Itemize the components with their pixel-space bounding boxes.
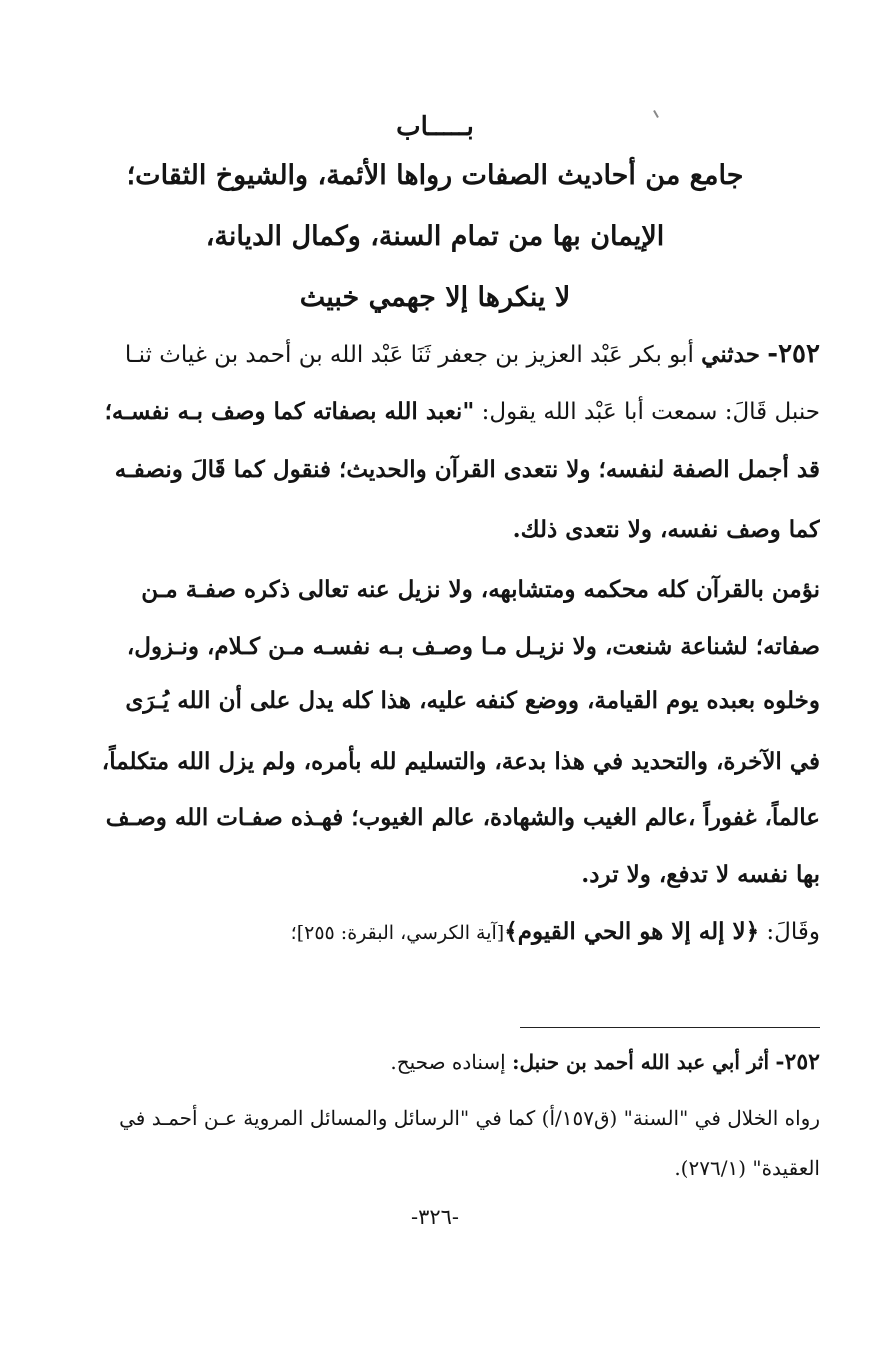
footnote-title: أثر أبي عبد الله أحمد بن حنبل: <box>512 1050 770 1074</box>
body-line: عالماً، غفوراً ،عالم الغيب والشهادة، عالم الغيوب؛ فهـذه صفـات الله وصـف <box>105 804 820 831</box>
quran-quote: ﴿لا إله إلا هو الحي القيوم﴾ <box>504 918 760 945</box>
chapter-title-line-2: الإيمان بها من تمام السنة، وكمال الديانة، <box>205 221 665 252</box>
chapter-title-line-1: جامع من أحاديث الصفات رواها الأئمة، والشيوخ الثقات؛ <box>126 160 744 191</box>
body-line: في الآخرة، والتحديد في هذا بدعة، والتسليم لله بأمره، ولم يزل الله متكلماً، <box>101 748 820 775</box>
chapter-title-line-3: لا ينكرها إلا جهمي خبيث <box>299 282 571 313</box>
body-line: نؤمن بالقرآن كله محكمه ومتشابهه، ولا نزيل عنه تعالى ذكره صفـة مـن <box>141 576 820 603</box>
footnote-line: العقيدة" (٢٧٦/١). <box>674 1156 820 1180</box>
footnote-number: ٢٥٢- <box>775 1049 820 1075</box>
body-line: كما وصف نفسه، ولا نتعدى ذلك. <box>512 516 820 543</box>
page-number: -٣٢٦- <box>410 1205 460 1229</box>
body-line <box>50 334 820 375</box>
footnote-separator <box>520 1027 820 1028</box>
body-line: صفاته؛ لشناعة شنعت، ولا نزيـل مـا وصـف بـه نفسـه مـن كـلام، ونـزول، <box>126 633 820 660</box>
body-line: قد أجمل الصفة لنفسه؛ ولا نتعدى القرآن والحديث؛ فنقول كما قَالَ ونصفـه <box>114 456 820 483</box>
footnote-line <box>50 1044 820 1080</box>
body-line: وخلوه بعبده يوم القيامة، ووضع كنفه عليه، هذا كله يدل على أن الله يُـرَى <box>125 687 820 714</box>
footnote-line: رواه الخلال في "السنة" (ق١٥٧/أ) كما في "الرسائل والمسائل المروية عـن أحمـد في <box>119 1106 820 1130</box>
chapter-heading: بـــــاب <box>396 112 474 142</box>
narration-number: ٢٥٢- <box>767 339 820 369</box>
footnote-verdict: إسناده صحيح. <box>390 1050 506 1074</box>
body-line <box>50 392 820 432</box>
quote-intro: وقَالَ: <box>766 919 820 945</box>
quran-reference: [آية الكرسي، البقرة: ٢٥٥]؛ <box>290 922 505 944</box>
isnad-text: أبو بكر عَبْد العزيز بن جعفر ثَنَا عَبْد الله بن أحمد بن غياث ثنـا <box>124 342 694 368</box>
narration-lead: حدثني <box>701 341 760 368</box>
isnad-text: حنبل قَالَ: سمعت أبا عَبْد الله يقول: <box>481 399 820 425</box>
matn-text: "نعبد الله بصفاته كما وصف بـه نفسـه؛ <box>104 398 475 425</box>
body-line <box>50 912 820 953</box>
body-line: بها نفسه لا تدفع، ولا ترد. <box>581 861 820 888</box>
